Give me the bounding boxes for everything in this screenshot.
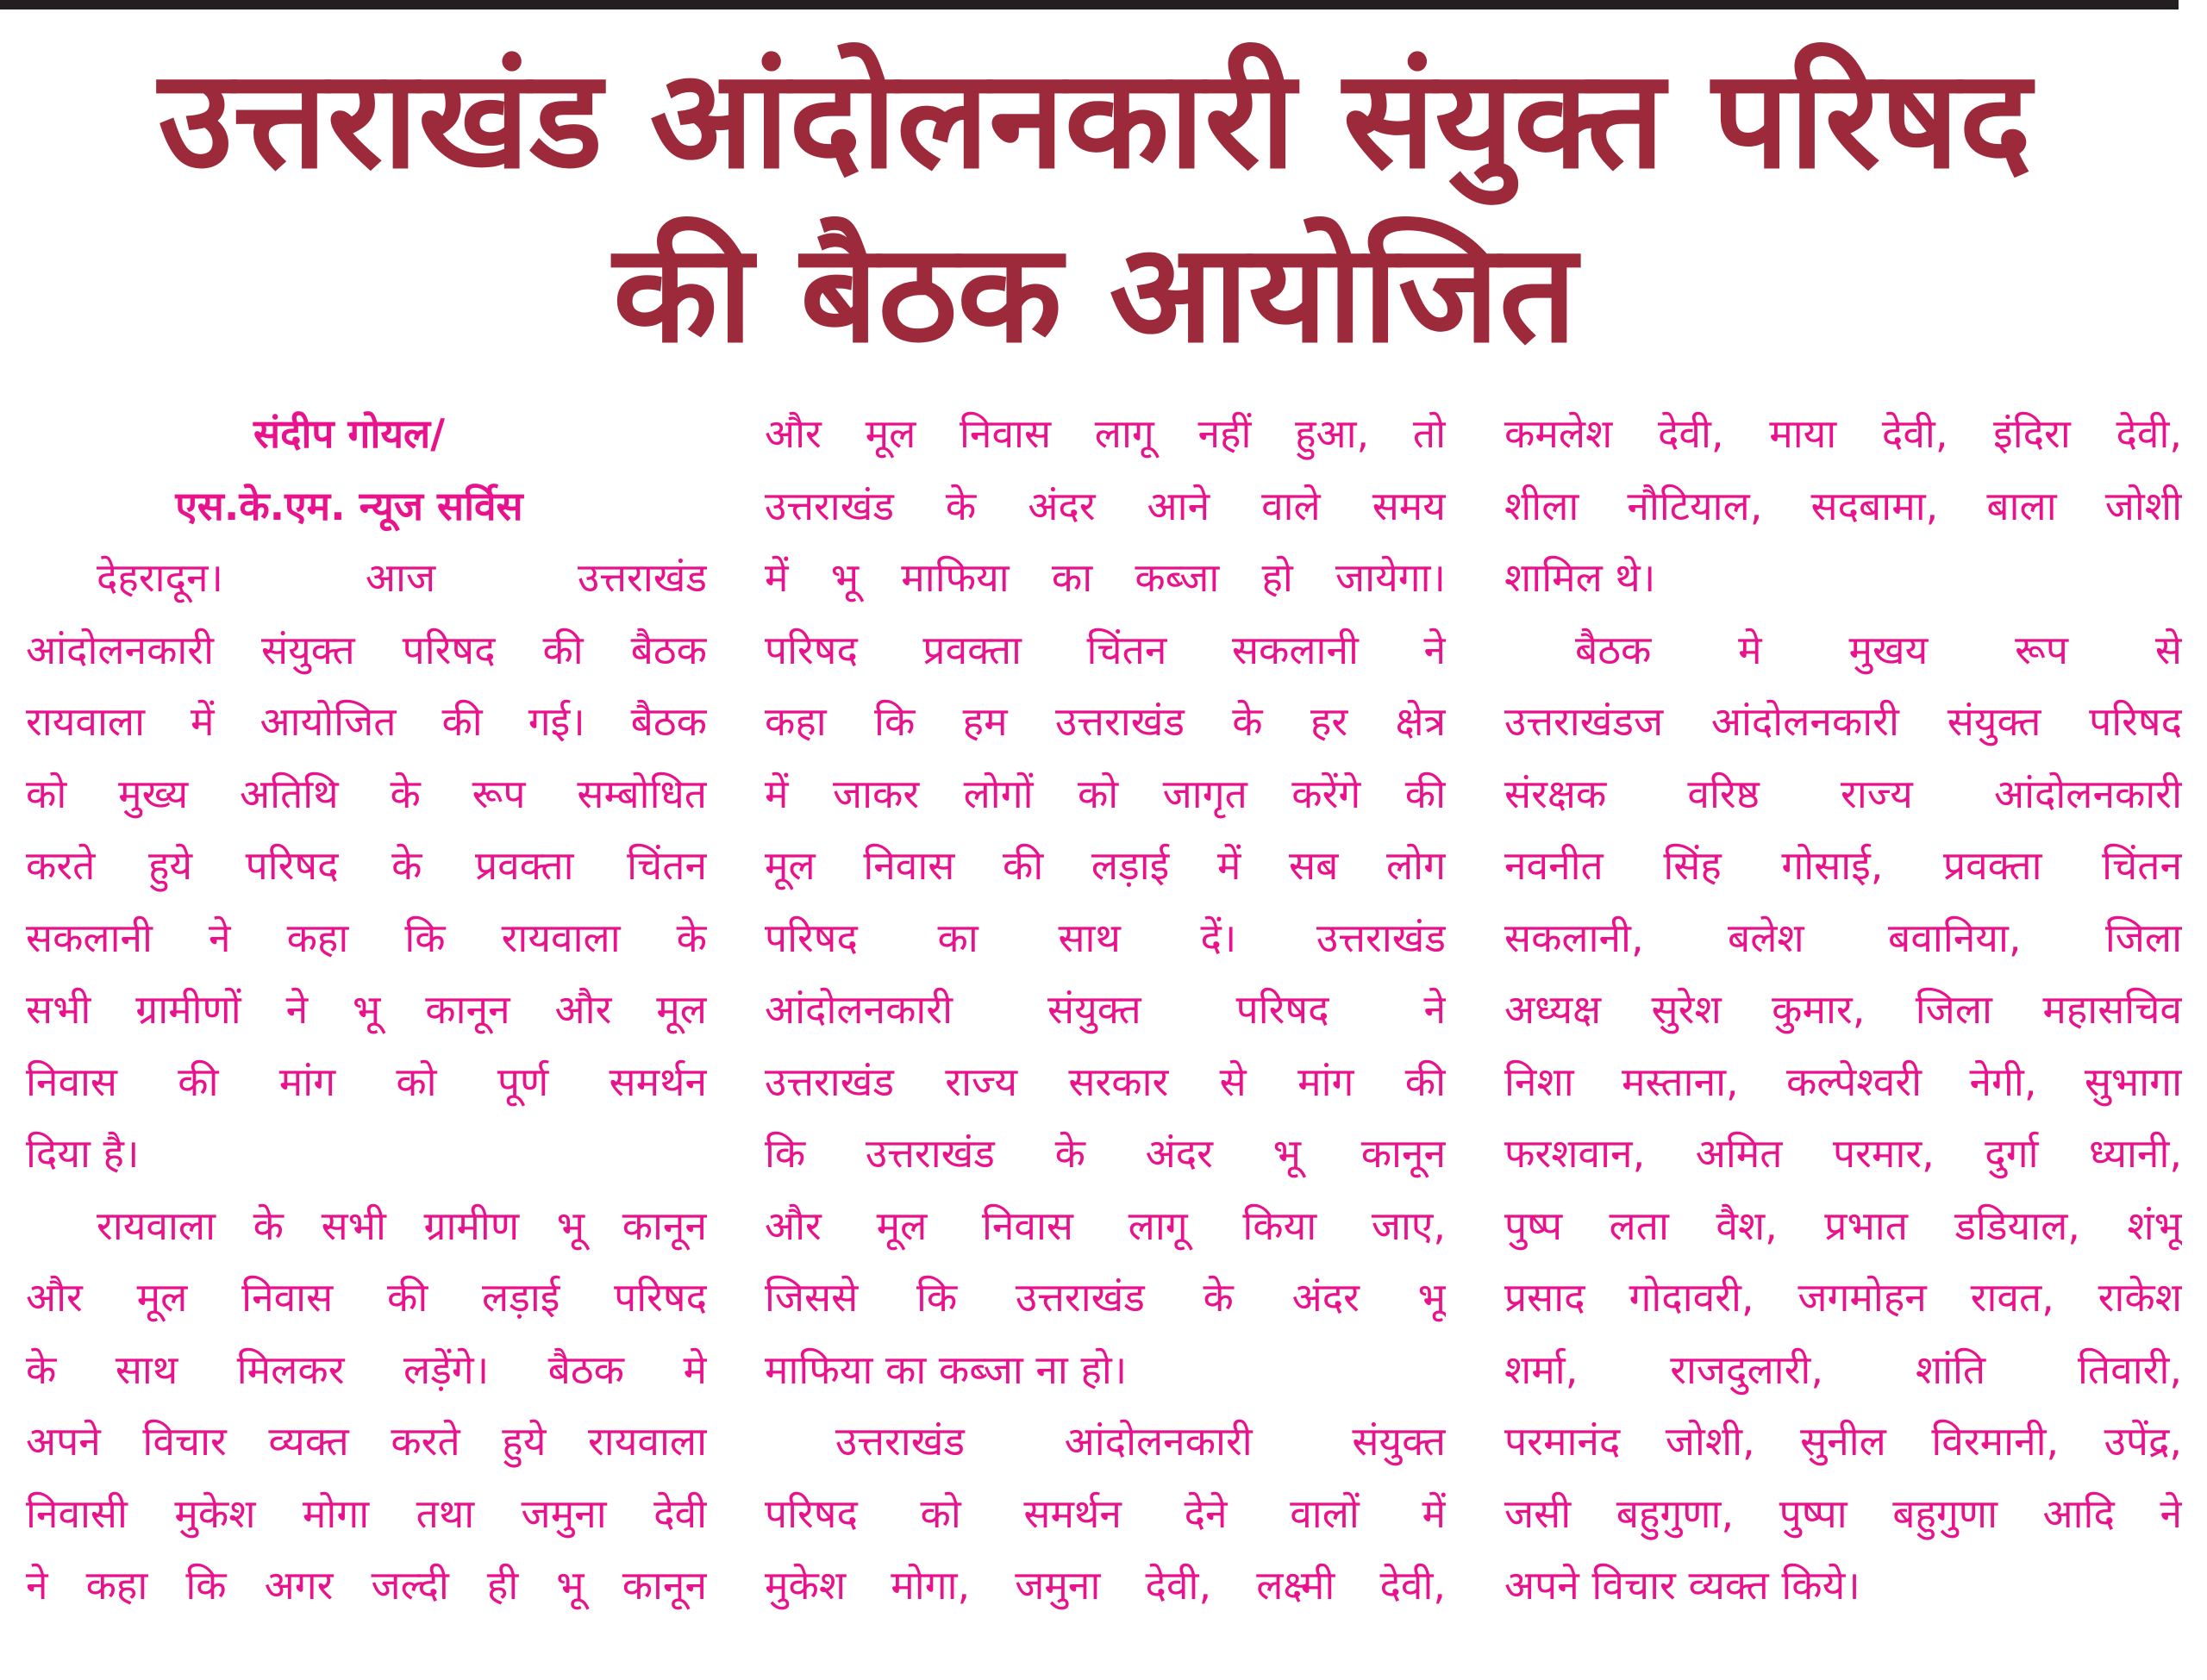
article-line: अपने विचार व्यक्त किये। [1504, 1562, 1860, 1608]
article-line: शीला नौटियाल, सदबामा, बाला जोशी [1504, 482, 2182, 529]
top-rule [0, 0, 2179, 9]
article-line: उत्तराखंड आंदोलनकारी संयुक्त [835, 1418, 1446, 1465]
article-line: के साथ मिलकर लड़ेंगे। बैठक मे [26, 1346, 707, 1393]
article-line: पुष्प लता वैश, प्रभात डडियाल, शंभू [1504, 1202, 2182, 1249]
article-line: कि उत्तराखंड के अंदर भू कानून [765, 1130, 1446, 1177]
article-line: जसी बहुगुणा, पुष्पा बहुगुणा आदि ने [1504, 1490, 2182, 1537]
byline-reporter: संदीप गोयल/ [253, 410, 446, 457]
article-line: देहरादून। आज उत्तराखंड [97, 554, 707, 601]
article-line: को मुख्य अतिथि के रूप सम्बोधित [26, 770, 707, 817]
article-line: शामिल थे। [1504, 554, 1656, 601]
article-line: संरक्षक वरिष्ठ राज्य आंदोलनकारी [1504, 770, 2182, 817]
article-line: मुकेश मोगा, जमुना देवी, लक्ष्मी देवी, [765, 1562, 1446, 1608]
article-column-2 [765, 398, 1446, 1622]
article-line: सभी ग्रामीणों ने भू कानून और मूल [26, 986, 707, 1033]
article-line: बैठक मे मुखय रूप से [1575, 626, 2182, 673]
article-line: निशा मस्ताना, कल्पेश्वरी नेगी, सुभागा [1504, 1058, 2182, 1105]
article-line: मूल निवास की लड़ाई में सब लोग [765, 842, 1446, 889]
headline-line-1: उत्तराखंड आंदोलनकारी संयुक्त परिषद [158, 41, 2032, 199]
article-line: फरशवान, अमित परमार, दुर्गा ध्यानी, [1504, 1130, 2182, 1177]
byline-agency: एस.के.एम. न्यूज सर्विस [175, 482, 523, 529]
article-line: परिषद प्रवक्ता चिंतन सकलानी ने [765, 626, 1446, 673]
article-line: और मूल निवास लागू नहीं हुआ, तो [765, 410, 1446, 457]
article-column-3 [1504, 398, 2182, 1622]
article-line: रायवाला में आयोजित की गई। बैठक [26, 698, 707, 745]
article-line: उत्तराखंड के अंदर आने वाले समय [765, 482, 1446, 529]
article-line: में भू माफिया का कब्जा हो जायेगा। [765, 554, 1446, 601]
article-line: कमलेश देवी, माया देवी, इंदिरा देवी, [1504, 410, 2182, 457]
article-column-1 [26, 398, 707, 1622]
article-line: दिया है। [26, 1130, 140, 1177]
article-line: परिषद का साथ दें। उत्तराखंड [765, 914, 1446, 961]
article-line: और मूल निवास लागू किया जाए, [765, 1202, 1446, 1249]
article-line: निवास की मांग को पूर्ण समर्थन [26, 1058, 707, 1105]
article-line: माफिया का कब्जा ना हो। [765, 1346, 1128, 1393]
article-line: आंदोलनकारी संयुक्त परिषद ने [765, 986, 1446, 1033]
article-line: अपने विचार व्यक्त करते हुये रायवाला [26, 1418, 707, 1465]
article-line: शर्मा, राजदुलारी, शांति तिवारी, [1504, 1346, 2182, 1393]
article-line: नवनीत सिंह गोसाई, प्रवक्ता चिंतन [1504, 842, 2182, 889]
article-line: जिससे कि उत्तराखंड के अंदर भू [765, 1274, 1446, 1321]
article-line: उत्तराखंडज आंदोलनकारी संयुक्त परिषद [1504, 698, 2182, 745]
headline-line-2: की बैठक आयोजित [613, 215, 1577, 373]
article-line: अध्यक्ष सुरेश कुमार, जिला महासचिव [1504, 986, 2182, 1033]
article-line: में जाकर लोगों को जागृत करेंगे की [765, 770, 1446, 817]
article-line: ने कहा कि अगर जल्दी ही भू कानून [26, 1562, 707, 1608]
article-line: करते हुये परिषद के प्रवक्ता चिंतन [26, 842, 707, 889]
article-line: सकलानी, बलेश बवानिया, जिला [1504, 914, 2182, 961]
article-line: कहा कि हम उत्तराखंड के हर क्षेत्र [765, 698, 1446, 745]
article-line: परमानंद जोशी, सुनील विरमानी, उपेंद्र, [1504, 1418, 2182, 1465]
article-line: परिषद को समर्थन देने वालों में [765, 1490, 1446, 1537]
article-line: और मूल निवास की लड़ाई परिषद [26, 1274, 707, 1321]
article-line: उत्तराखंड राज्य सरकार से मांग की [765, 1058, 1446, 1105]
article-line: प्रसाद गोदावरी, जगमोहन रावत, राकेश [1504, 1274, 2182, 1321]
article-line: रायवाला के सभी ग्रामीण भू कानून [97, 1202, 707, 1249]
article-line: सकलानी ने कहा कि रायवाला के [26, 914, 707, 961]
article-line: आंदोलनकारी संयुक्त परिषद की बैठक [26, 626, 707, 673]
article-line: निवासी मुकेश मोगा तथा जमुना देवी [26, 1490, 707, 1537]
